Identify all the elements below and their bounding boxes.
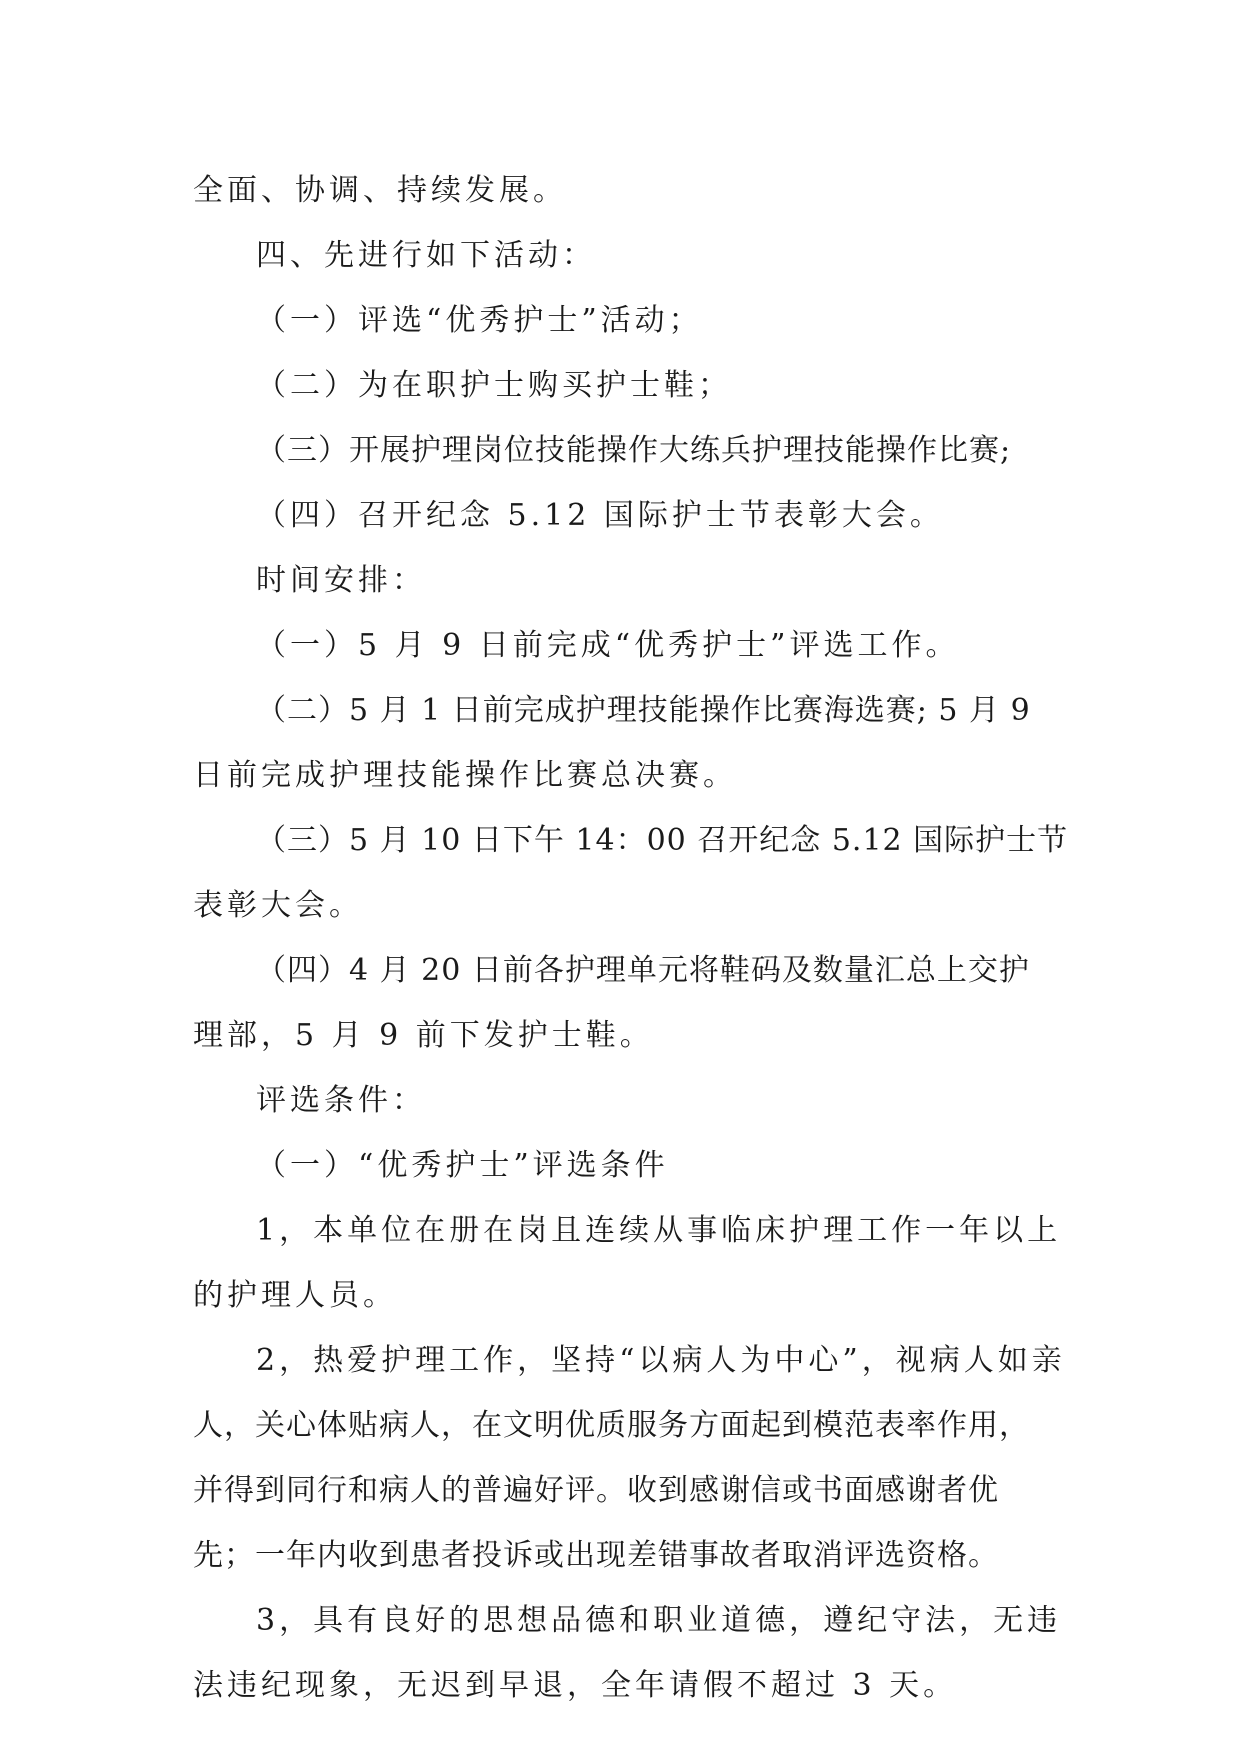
paragraph-line: 全面、协调、持续发展。 (193, 173, 567, 208)
section-heading-activities: 四、先进行如下活动： (256, 238, 596, 273)
criteria-item: 1，本单位在册在岗且连续从事临床护理工作一年以上 (256, 1213, 1062, 1248)
criteria-item: 2，热爱护理工作，坚持“以病人为中心”，视病人如亲 (256, 1343, 1066, 1378)
paragraph-line: 法违纪现象，无迟到早退，全年请假不超过 3 天。 (193, 1668, 958, 1703)
paragraph-line: 人，关心体贴病人，在文明优质服务方面起到模范表率作用， (193, 1408, 1030, 1443)
criteria-item: 3，具有良好的思想品德和职业道德，遵纪守法，无违 (256, 1603, 1062, 1638)
list-item: （一）评选“优秀护士”活动； (256, 303, 703, 338)
list-item: （四）4 月 20 日前各护理单元将鞋码及数量汇总上交护 (256, 953, 1030, 988)
list-item: （三）开展护理岗位技能操作大练兵护理技能操作比赛; (256, 433, 1012, 468)
paragraph-line: 表彰大会。 (193, 888, 363, 923)
list-item: （一）“优秀护士”评选条件 (256, 1148, 669, 1183)
paragraph-line: 先；一年内收到患者投诉或出现差错事故者取消评选资格。 (193, 1538, 999, 1573)
list-item: （四）召开纪念 5.12 国际护士节表彰大会。 (256, 498, 944, 533)
list-item: （二）为在职护士购买护士鞋； (256, 368, 732, 403)
section-heading-schedule: 时间安排： (256, 563, 426, 598)
paragraph-line: 日前完成护理技能操作比赛总决赛。 (193, 758, 737, 793)
list-item: （三）5 月 10 日下午 14：00 召开纪念 5.12 国际护士节 (256, 823, 1069, 858)
paragraph-line: 的护理人员。 (193, 1278, 397, 1313)
section-heading-criteria: 评选条件： (256, 1083, 426, 1118)
paragraph-line: 并得到同行和病人的普遍好评。收到感谢信或书面感谢者优 (193, 1473, 999, 1508)
document-body (193, 158, 1069, 1718)
paragraph-line: 理部，5 月 9 前下发护士鞋。 (193, 1018, 654, 1053)
list-item: （二）5 月 1 日前完成护理技能操作比赛海选赛; 5 月 9 (256, 693, 1031, 728)
list-item: （一）5 月 9 日前完成“优秀护士”评选工作。 (256, 628, 960, 663)
